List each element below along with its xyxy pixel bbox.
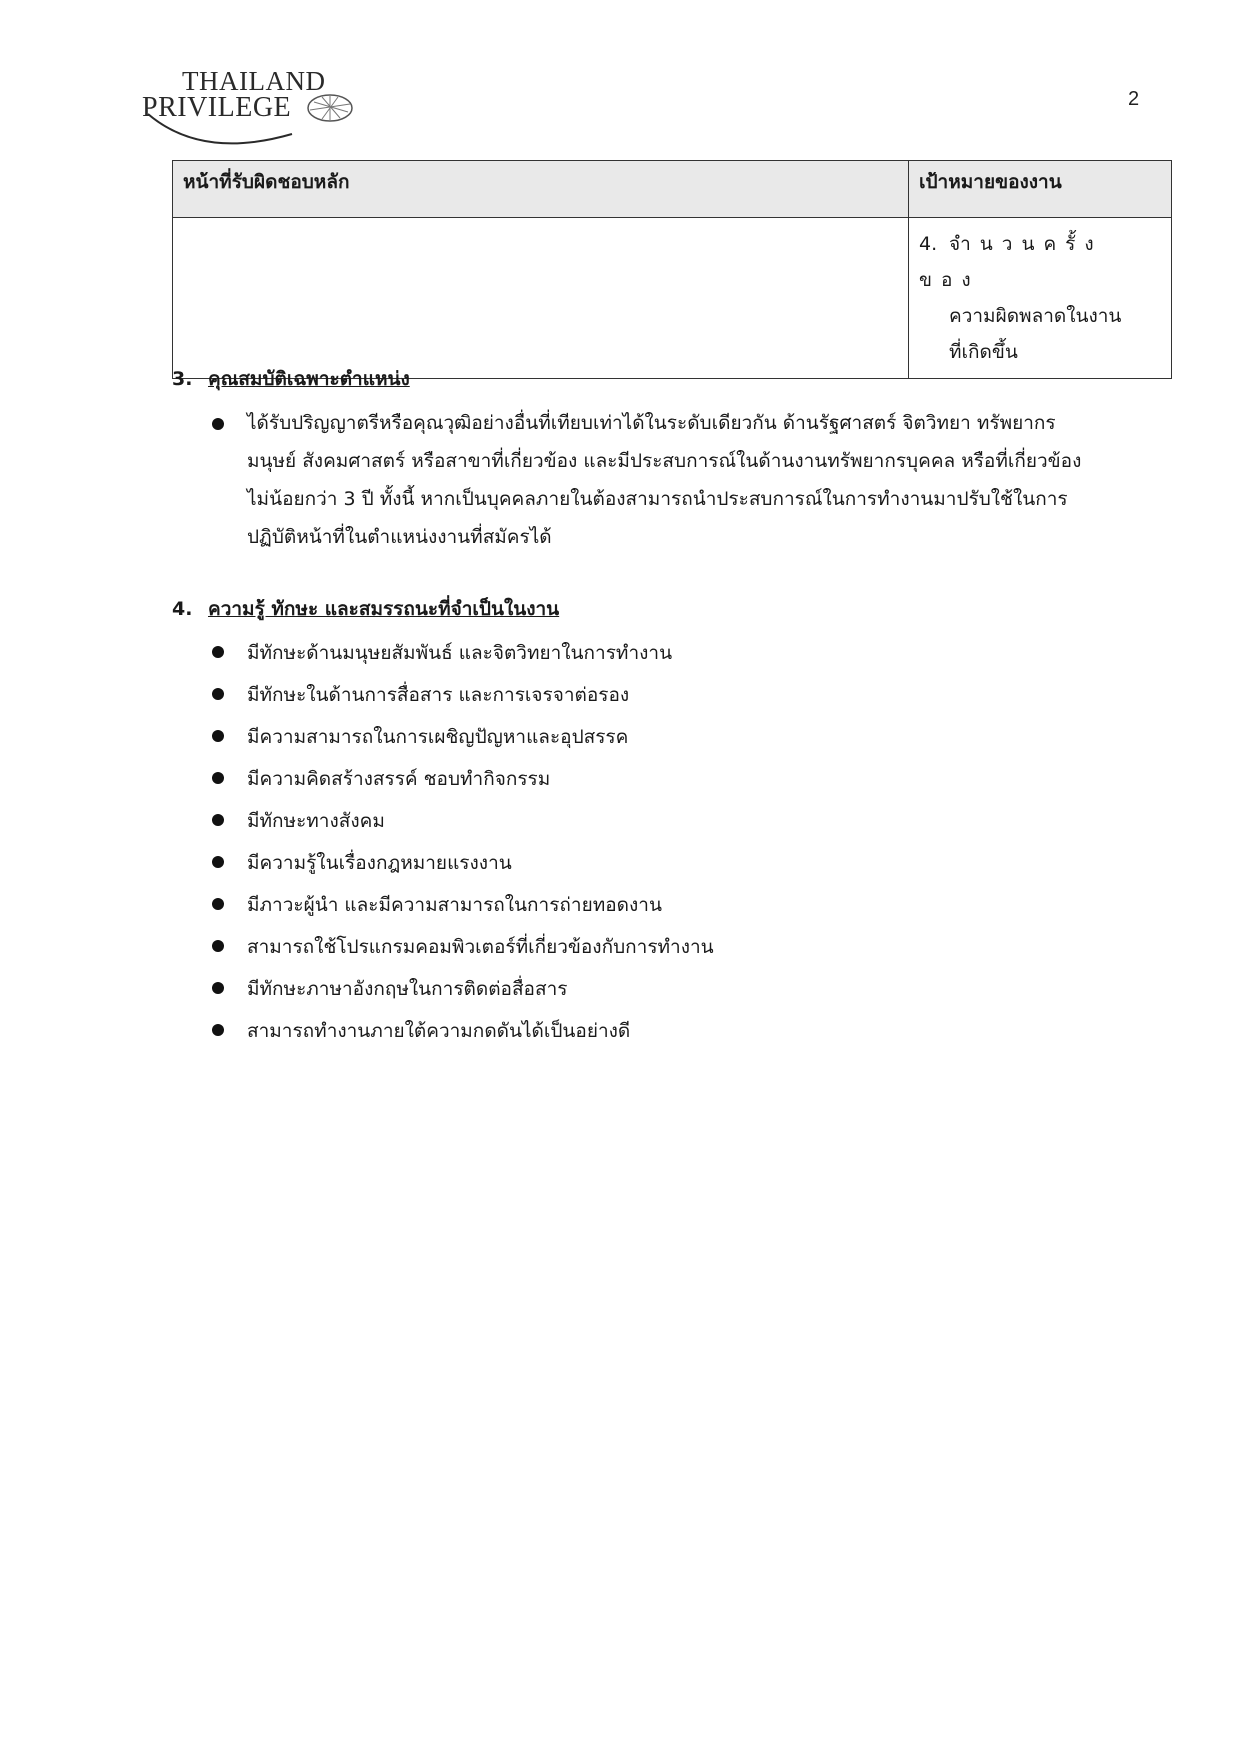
section-skills — [172, 594, 1172, 1052]
list-item — [172, 884, 1172, 926]
skill-text: สามารถทำงานภายใต้ความกดดันได้เป็นอย่างดี — [247, 1020, 631, 1042]
qualification-line: ไม่น้อยกว่า 3 ปี ทั้งนี้ หากเป็นบุคคลภายในต้องสามารถนำประสบการณ์ในการทำงานมาปรับใช้ในการ — [247, 488, 1068, 510]
qualification-list — [172, 404, 1172, 556]
bullet-icon — [212, 814, 224, 826]
qualification-line: ได้รับปริญญาตรีหรือคุณวุฒิอย่างอื่นที่เทียบเท่าได้ในระดับเดียวกัน ด้านรัฐศาสตร์ จิตวิทยา ทรัพยากร — [247, 412, 1056, 434]
skill-text: สามารถใช้โปรแกรมคอมพิวเตอร์ที่เกี่ยวข้องกับการทำงาน — [247, 936, 714, 958]
bullet-icon — [212, 856, 224, 868]
logo-text-privilege: PRIVILEGE — [142, 92, 292, 123]
list-item — [172, 480, 1172, 518]
list-item — [172, 926, 1172, 968]
page-number: 2 — [1128, 88, 1140, 110]
section-number: 3. — [172, 368, 193, 390]
section-title: คุณสมบัติเฉพาะตำแหน่ง — [208, 368, 410, 390]
list-item — [172, 518, 1172, 556]
list-item — [172, 968, 1172, 1010]
company-logo — [142, 64, 382, 160]
bullet-icon — [212, 898, 224, 910]
section-heading — [172, 364, 1172, 394]
col-header-goals: เป้าหมายของงาน — [909, 161, 1172, 218]
section-title: ความรู้ ทักษะ และสมรรถนะที่จำเป็นในงาน — [208, 598, 560, 620]
goal-number: 4. — [919, 233, 938, 255]
bullet-icon — [212, 418, 224, 430]
skill-text: มีทักษะภาษาอังกฤษในการติดต่อสื่อสาร — [247, 978, 568, 1000]
section-qualifications — [172, 364, 1172, 556]
list-item — [172, 442, 1172, 480]
responsibility-cell — [173, 218, 909, 379]
bullet-icon — [212, 1024, 224, 1036]
table-header-row — [173, 161, 1172, 218]
responsibilities-table — [172, 160, 1172, 379]
logo-text-thailand: THAILAND — [182, 66, 326, 96]
qualification-line: ปฏิบัติหน้าที่ในตำแหน่งงานที่สมัครได้ — [247, 526, 552, 548]
skills-list — [172, 632, 1172, 1052]
skill-text: มีความรู้ในเรื่องกฎหมายแรงงาน — [247, 852, 512, 874]
skill-text: มีทักษะทางสังคม — [247, 810, 385, 832]
list-item — [172, 716, 1172, 758]
bullet-icon — [212, 982, 224, 994]
list-item — [172, 842, 1172, 884]
bullet-icon — [212, 688, 224, 700]
skill-text: มีทักษะด้านมนุษยสัมพันธ์ และจิตวิทยาในการทำงาน — [247, 642, 673, 664]
bullet-icon — [212, 940, 224, 952]
bullet-icon — [212, 646, 224, 658]
skill-text: มีทักษะในด้านการสื่อสาร และการเจรจาต่อรอง — [247, 684, 630, 706]
goal-line-2: ความผิดพลาดในงาน — [949, 305, 1122, 327]
col-header-responsibilities: หน้าที่รับผิดชอบหลัก — [173, 161, 909, 218]
skill-text: มีความคิดสร้างสรรค์ ชอบทำกิจกรรม — [247, 768, 551, 790]
skill-text: มีภาวะผู้นำ และมีความสามารถในการถ่ายทอดงาน — [247, 894, 662, 916]
goal-line-1: จำนวนครั้งของ — [919, 233, 1103, 291]
skill-text: มีความสามารถในการเผชิญปัญหาและอุปสรรค — [247, 726, 629, 748]
list-item — [172, 404, 1172, 442]
goal-cell — [909, 218, 1172, 379]
table-row — [173, 218, 1172, 379]
goal-line-3: ที่เกิดขึ้น — [949, 341, 1018, 363]
list-item — [172, 674, 1172, 716]
list-item — [172, 758, 1172, 800]
list-item — [172, 632, 1172, 674]
section-number: 4. — [172, 598, 193, 620]
bullet-icon — [212, 772, 224, 784]
bullet-icon — [212, 730, 224, 742]
list-item — [172, 1010, 1172, 1052]
list-item — [172, 800, 1172, 842]
section-heading — [172, 594, 1172, 624]
qualification-line: มนุษย์ สังคมศาสตร์ หรือสาขาที่เกี่ยวข้อง และมีประสบการณ์ในด้านงานทรัพยากรบุคคล หรือที่เกี่ยวข้อง — [247, 450, 1082, 472]
